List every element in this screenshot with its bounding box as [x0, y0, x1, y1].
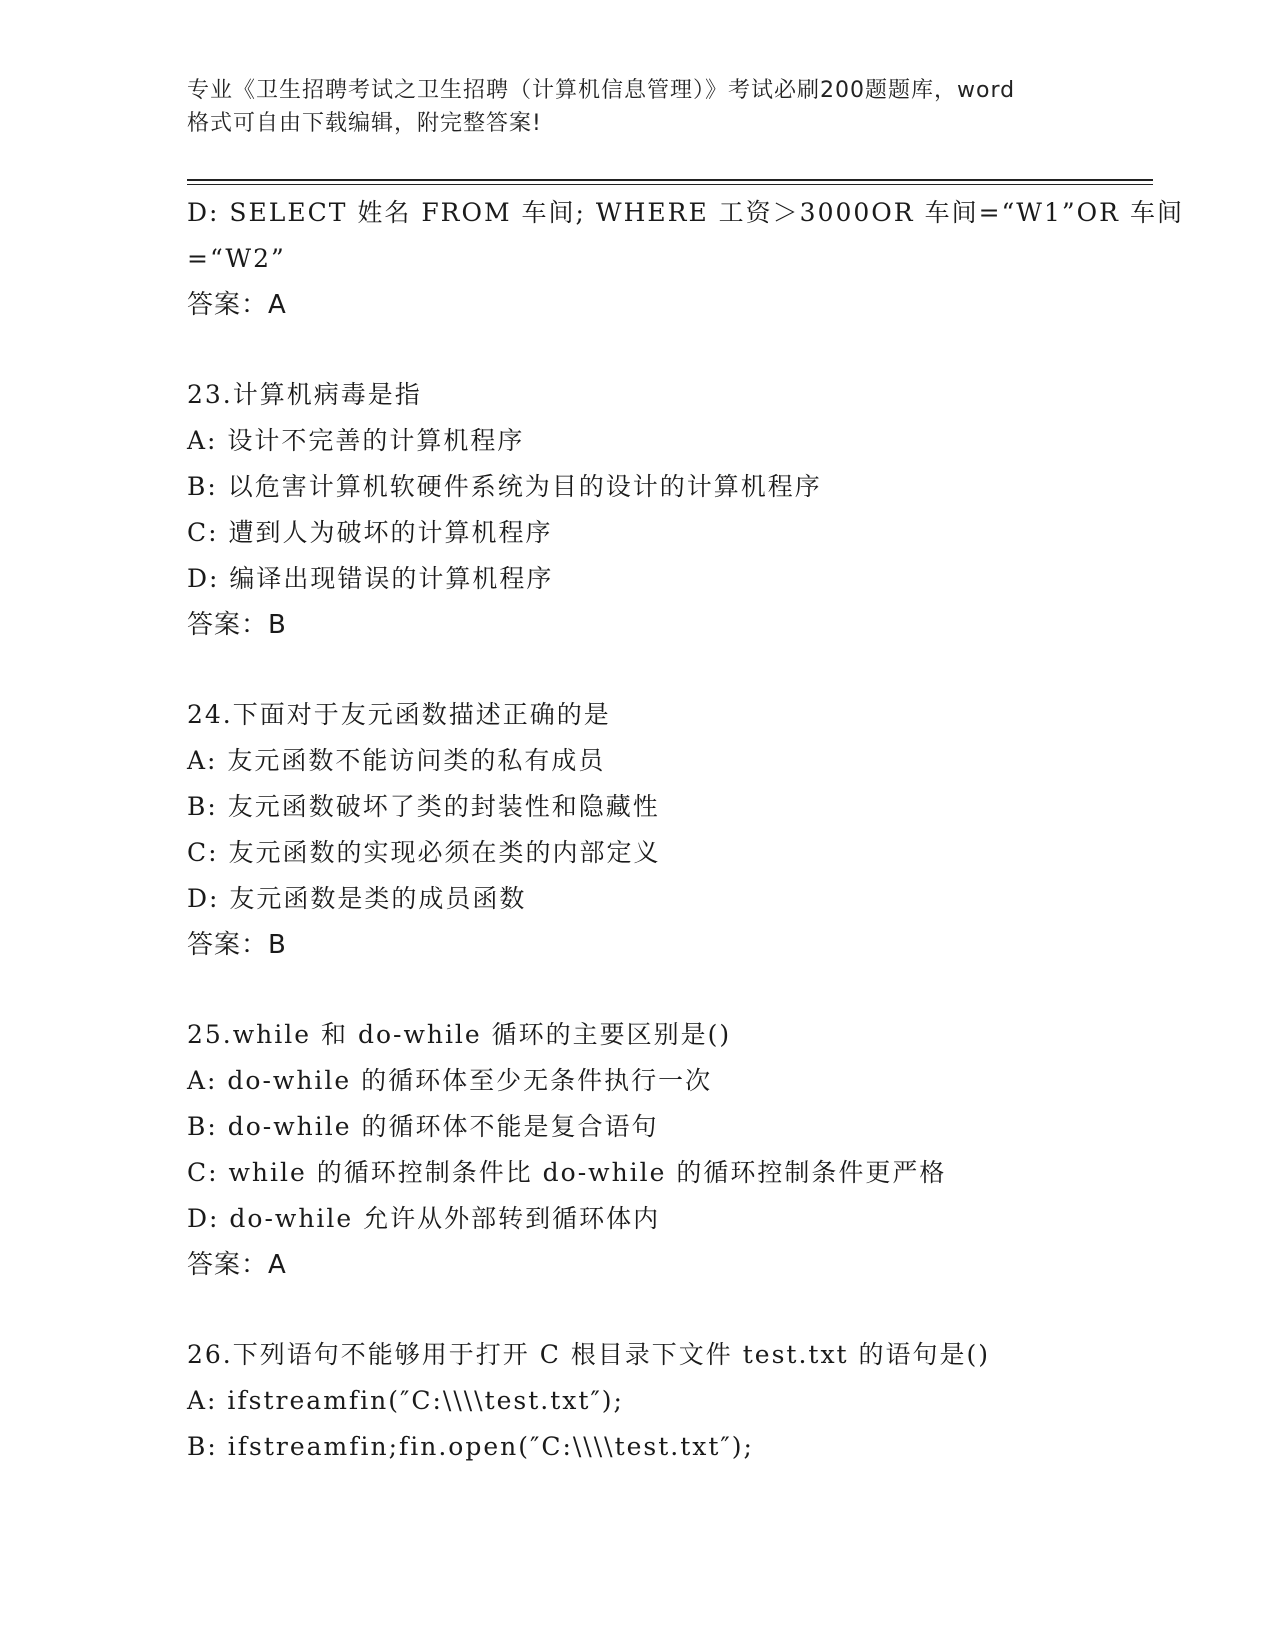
spacer: [187, 968, 1153, 1012]
option-d: D: SELECT 姓名 FROM 车间; WHERE 工资＞3000OR 车间=“W1”OR 车间: [187, 198, 1184, 227]
option-d: D: 编译出现错误的计算机程序: [187, 564, 554, 593]
option-b: B: ifstreamfin;fin.open(″C:\\\\test.txt″);: [187, 1432, 754, 1461]
option-b: B: 以危害计算机软硬件系统为目的设计的计算机程序: [187, 472, 822, 501]
question-title: 26.下列语句不能够用于打开 C 根目录下文件 test.txt 的语句是(): [187, 1340, 991, 1369]
document-body: [187, 190, 1184, 1470]
option-a: A: 设计不完善的计算机程序: [187, 426, 525, 455]
question-title: 23.计算机病毒是指: [187, 380, 422, 409]
option-d-continuation: =“W2”: [187, 244, 286, 273]
spacer: [187, 1288, 1153, 1332]
question-block-25: [187, 1012, 1153, 1288]
option-a: A: 友元函数不能访问类的私有成员: [187, 746, 606, 775]
header-divider-thin: [187, 184, 1153, 185]
option-d: D: do-while 允许从外部转到循环体内: [187, 1204, 661, 1233]
option-a: A: do-while 的循环体至少无条件执行一次: [187, 1066, 713, 1095]
header-line-1: 专业《卫生招聘考试之卫生招聘（计算机信息管理）》考试必刷200题题库，word: [187, 78, 1016, 103]
question-title: 25.while 和 do-while 循环的主要区别是(): [187, 1020, 732, 1049]
question-block-22: [187, 190, 1184, 328]
option-d: D: 友元函数是类的成员函数: [187, 884, 527, 913]
option-c: C: while 的循环控制条件比 do-while 的循环控制条件更严格: [187, 1158, 947, 1187]
question-block-24: [187, 692, 1153, 968]
document-header: [187, 74, 1087, 140]
question-block-23: [187, 372, 1153, 648]
option-a: A: ifstreamfin(″C:\\\\test.txt″);: [187, 1386, 624, 1415]
header-divider-thick: [187, 179, 1153, 181]
answer-line: 答案：B: [187, 610, 287, 640]
spacer: [187, 648, 1153, 692]
header-line-2: 格式可自由下载编辑，附完整答案!: [187, 111, 542, 136]
question-title: 24.下面对于友元函数描述正确的是: [187, 700, 611, 729]
answer-line: 答案：B: [187, 930, 287, 960]
option-b: B: do-while 的循环体不能是复合语句: [187, 1112, 659, 1141]
question-block-26: [187, 1332, 1153, 1470]
option-c: C: 友元函数的实现必须在类的内部定义: [187, 838, 661, 867]
answer-line: 答案：A: [187, 1250, 287, 1280]
option-c: C: 遭到人为破坏的计算机程序: [187, 518, 553, 547]
option-b: B: 友元函数破坏了类的封装性和隐藏性: [187, 792, 660, 821]
answer-line: 答案：A: [187, 290, 287, 320]
spacer: [187, 328, 1153, 372]
